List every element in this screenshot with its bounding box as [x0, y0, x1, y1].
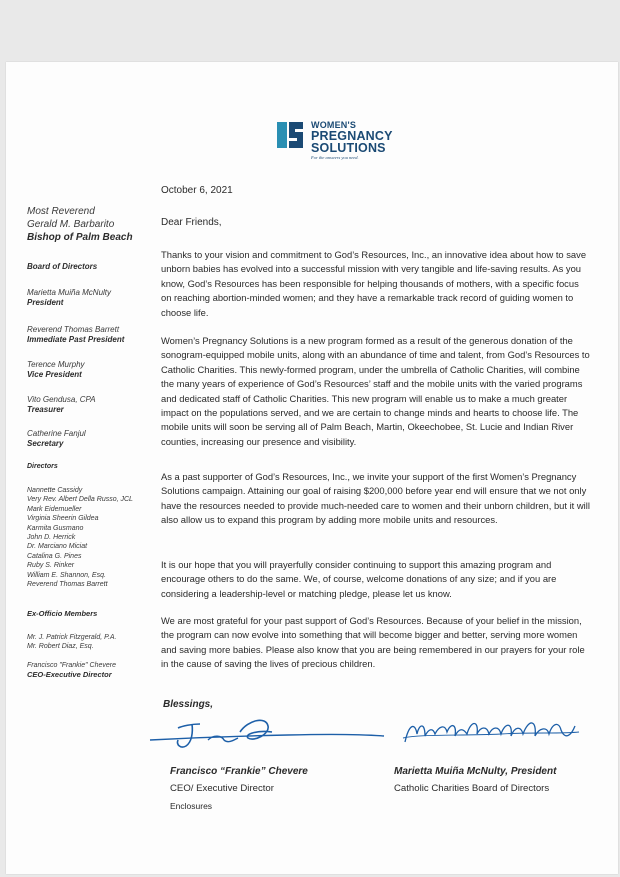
board-heading: Board of Directors — [27, 262, 98, 271]
wps-logo — [277, 120, 407, 164]
director-item: William E. Shannon, Esq. — [27, 571, 106, 579]
logo-line-2: PREGNANCY — [311, 129, 393, 143]
officer-name: Terence Murphy — [27, 360, 85, 369]
directors-list — [27, 486, 133, 589]
logo-line-3: SOLUTIONS — [311, 141, 386, 155]
director-item: Dr. Marciano Miciat — [27, 543, 88, 551]
director-item: Ruby S. Rinker — [27, 562, 75, 570]
directors-heading: Directors — [27, 463, 58, 470]
signature-chevere — [148, 712, 388, 752]
signer1-name: Francisco “Frankie” Chevere — [170, 766, 308, 777]
officer-5 — [27, 429, 86, 449]
signature-mcnulty — [401, 716, 581, 756]
exofficio-item: Mr. J. Patrick Fitzgerald, P.A. — [27, 634, 117, 641]
exofficio-list — [27, 633, 116, 652]
closing: Blessings, — [163, 699, 214, 710]
officer-name: Marietta Muiña McNulty — [27, 288, 112, 297]
officer-role: Immediate Past President — [27, 335, 125, 345]
letter-page — [6, 62, 618, 874]
paragraph-1: Thanks to your vision and commitment to God’s Resources, Inc., an innovative idea about how to save unborn babies has evolved into a successful mission with very tangible and life-saving results. As you know, God’s Resources has been responsible for helping thousands of mothers, with a specific focus on reaching abortion-minded women; and they have a remarkable track record of guiding women to choose life. — [161, 249, 587, 318]
enclosures: Enclosures — [170, 801, 213, 811]
paragraph-5: We are most grateful for your past support of God’s Resources. Because of your belief in the mission, the program can now evolve into something that will become bigger and better, serving more women and saving more babies. Please also know that you are being remembered in our prayers for your role in the cause of saving the lives of precious children. — [161, 615, 585, 670]
officer-name: Catherine Fanjul — [27, 429, 86, 438]
ceo-name: Francisco "Frankie" Chevere — [27, 662, 117, 669]
ceo-block — [27, 661, 116, 681]
officer-role: Secretary — [27, 439, 64, 449]
signer2-title: Catholic Charities Board of Directors — [394, 783, 550, 794]
exofficio-item: Mr. Robert Diaz, Esq. — [27, 643, 94, 651]
officer-4 — [27, 395, 96, 415]
director-item: Karmita Gusmano — [27, 524, 84, 532]
officer-name: Reverend Thomas Barrett — [27, 325, 120, 334]
paragraph-2: Women’s Pregnancy Solutions is a new program formed as a result of the generous donation of the sonogram-equipped mobile units, along with an abundance of time and talent, from God’s Resources to Catholic Charities. This newly-formed program, under the umbrella of Catholic Charities, will combine the many years of experience of God’s Resources’ staff and the mobile units with the varied programs and dedicated staff of Catholic Charities. This new program will enable us to make a much greater impact on the populations served, and we are certain to change minds and hearts to choose life. The mobile units will soon be serving all of Palm Beach, Martin, Okeechobee, St. Lucie and Indian River counties, increasing our presence and visibility. — [161, 335, 590, 447]
salutation: Dear Friends, — [161, 217, 222, 228]
bishop-role: Bishop of Palm Beach — [27, 232, 133, 243]
director-item: Very Rev. Albert Della Russo, JCL — [27, 496, 133, 504]
paragraph-4: It is our hope that you will prayerfully consider continuing to support this amazing program and encourage others to do the same. We, of course, welcome donations of any size; and if you are considering a leadership-level or matching pledge, please let us know. — [161, 559, 557, 599]
director-item: John D. Herrick — [27, 534, 76, 542]
officer-3 — [27, 360, 85, 380]
officer-name: Vito Gendusa, CPA — [27, 395, 96, 404]
bishop-name: Gerald M. Barbarito — [27, 219, 115, 230]
officer-1 — [27, 288, 111, 308]
officer-role: Vice President — [27, 370, 82, 380]
logo-tagline: For the answers you need. — [311, 155, 359, 160]
ceo-role: CEO-Executive Director — [27, 670, 112, 680]
exofficio-heading: Ex-Officio Members — [27, 609, 98, 618]
wps-logo-mark-icon — [277, 120, 307, 150]
letter-date: October 6, 2021 — [161, 185, 233, 196]
director-item: Catalina G. Pines — [27, 552, 82, 560]
director-item: Mark Eidemueller — [27, 505, 82, 513]
director-item: Nannette Cassidy — [27, 487, 83, 494]
logo-line-1: WOMEN'S — [311, 120, 357, 130]
signer1-title: CEO/ Executive Director — [170, 783, 274, 794]
officer-2 — [27, 325, 124, 345]
officer-role: President — [27, 298, 64, 308]
director-item: Reverend Thomas Barrett — [27, 581, 108, 589]
officer-role: Treasurer — [27, 405, 64, 415]
bishop-block — [27, 205, 133, 244]
wps-logo-wordmark — [311, 120, 393, 162]
director-item: Virginia Sheerin Gildea — [27, 515, 99, 523]
paragraph-3: As a past supporter of God’s Resources, Inc., we invite your support of the first Women’s Pregnancy Solutions campaign. Attaining our goal of raising $200,000 before year end will ensure that we not only have the resources needed to provide much-needed care to women and their unborn children, but it will also allow us to expand this program by adding more mobile units and resources. — [161, 471, 590, 526]
signer2-name: Marietta Muiña McNulty, President — [394, 766, 557, 777]
bishop-title: Most Reverend — [27, 206, 95, 217]
